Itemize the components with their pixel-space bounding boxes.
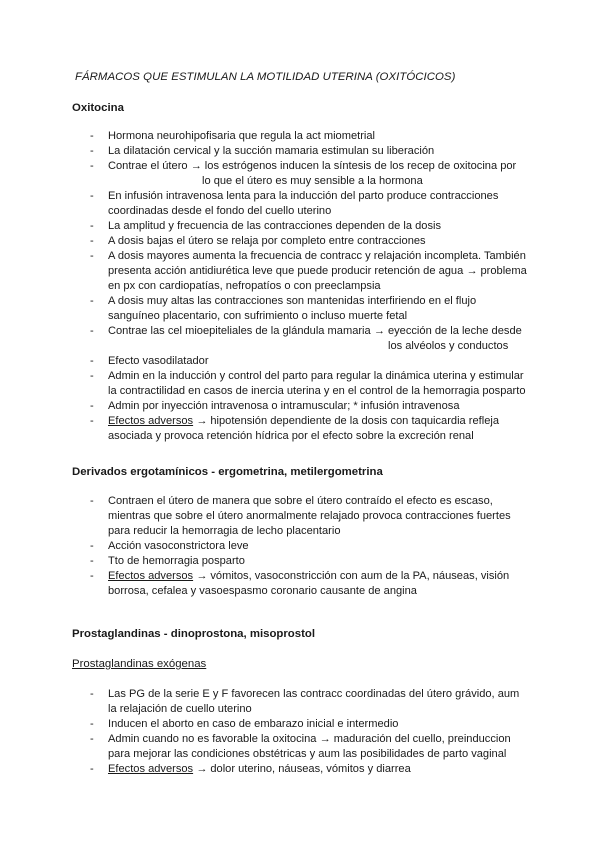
list-item: - Contrae el útero → los estrógenos inducen la síntesis de los recep de oxitocina por lo que el útero es muy sensible a la hormona bbox=[90, 160, 517, 187]
list-item-adverse-effects: - Efectos adversos → hipotensión dependiente de la dosis con taquicardia refleja asociada y provoca retención hídrica por el efecto sobre la excreción renal bbox=[90, 415, 500, 442]
adverse-effects-label: Efectos adversos bbox=[108, 763, 194, 775]
list-item: - La dilatación cervical y la succión mamaria estimulan su liberación bbox=[90, 145, 435, 157]
list-item: - Admin en la inducción y control del parto para regular la dinámica uterina y estimular la contractilidad en casos de inercia uterina y en el control de la hemorragia posparto bbox=[90, 370, 526, 397]
list-item: - Admin por inyección intravenosa o intramuscular; * infusión intravenosa bbox=[90, 400, 460, 412]
list-item: - Hormona neurohipofisaria que regula la act miometrial bbox=[90, 130, 376, 142]
section-heading-prostaglandinas: Prostaglandinas - dinoprostona, misoprostol bbox=[72, 628, 316, 640]
list-item: - Contrae las cel mioepiteliales de la glándula mamaria → eyección de la leche desde los alvéolos y conductos bbox=[90, 325, 522, 352]
list-item-adverse-effects: - Efectos adversos → dolor uterino, náuseas, vómitos y diarrea bbox=[90, 763, 411, 775]
adverse-effects-label: Efectos adversos bbox=[108, 570, 194, 582]
bullet-list-ergot bbox=[90, 494, 535, 599]
list-item: - A dosis bajas el útero se relaja por completo entre contracciones bbox=[90, 235, 426, 247]
document-title: FÁRMACOS QUE ESTIMULAN LA MOTILIDAD UTERINA (OXITÓCICOS) bbox=[75, 71, 456, 83]
list-item: - Tto de hemorragia posparto bbox=[90, 555, 245, 567]
adverse-effects-label: Efectos adversos bbox=[108, 415, 194, 427]
list-item: - Efecto vasodilatador bbox=[90, 355, 209, 367]
list-item: - Admin cuando no es favorable la oxitocina → maduración del cuello, preinduccion para mejorar las condiciones obstétricas y aum las posibilidades de parto vaginal bbox=[90, 733, 511, 760]
list-item: - Las PG de la serie E y F favorecen las contracc coordinadas del útero grávido, aum la relajación de cuello uterino bbox=[90, 688, 520, 715]
section-heading-oxitocina: Oxitocina bbox=[72, 102, 124, 114]
list-item: - La amplitud y frecuencia de las contracciones dependen de la dosis bbox=[90, 220, 442, 232]
list-item: - A dosis muy altas las contracciones son mantenidas interfiriendo en el flujo sanguíneo placentario, con sufrimiento o incluso muerte fetal bbox=[90, 295, 477, 322]
subsection-heading-prostaglandinas-exogenas: Prostaglandinas exógenas bbox=[72, 658, 207, 670]
list-item: - En infusión intravenosa lenta para la inducción del parto produce contracciones coordinadas desde el fondo del cuello uterino bbox=[90, 190, 499, 217]
list-item: - Contraen el útero de manera que sobre el útero contraído el efecto es escaso, mientras que sobre el útero anormalmente relajado provoca contracciones fuertes para reducir la hemorragia de lecho placentario bbox=[90, 495, 511, 537]
list-item: - Inducen el aborto en caso de embarazo inicial e intermedio bbox=[90, 718, 399, 730]
list-item: - A dosis mayores aumenta la frecuencia de contracc y relajación incompleta. También presenta acción antidiurética leve que puede producir retención de agua → problema en px con cardiopatías, nefropatíos o con preeclampsia bbox=[90, 250, 527, 292]
list-item: - Acción vasoconstrictora leve bbox=[90, 540, 249, 552]
bullet-list-oxitocina bbox=[90, 129, 535, 444]
bullet-list-prostaglandinas bbox=[90, 687, 535, 777]
list-item-adverse-effects: - Efectos adversos → vómitos, vasoconstricción con aum de la PA, náuseas, visión borrosa, cefalea y vasoespasmo coronario causante de angina bbox=[90, 570, 510, 597]
section-heading-ergot: Derivados ergotamínicos - ergometrina, metilergometrina bbox=[72, 466, 383, 478]
